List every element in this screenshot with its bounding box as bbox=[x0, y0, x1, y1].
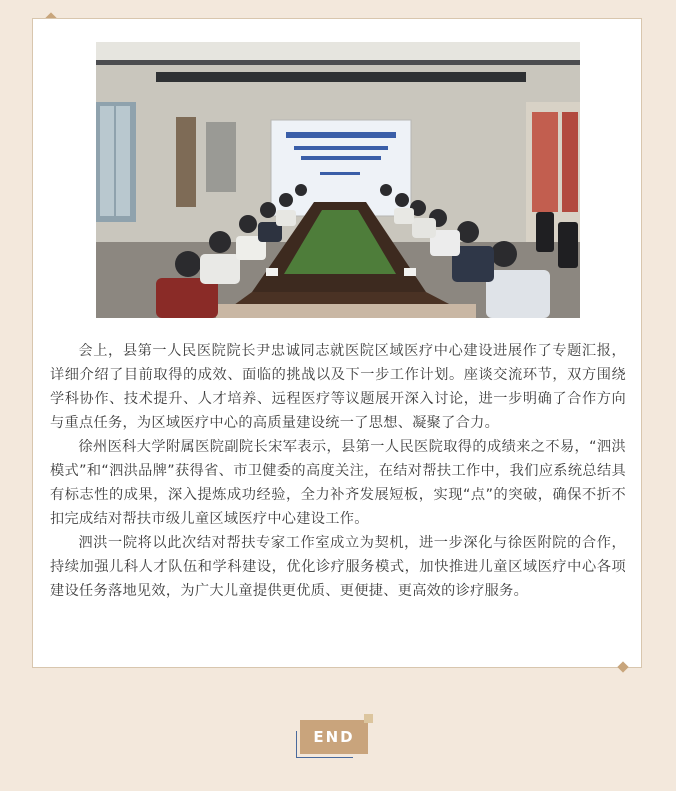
paragraph-1: 会上，县第一人民医院院长尹忠诚同志就医院区域医疗中心建设进展作了专题汇报，详细介绍了目前取得的成效、面临的挑战以及下一步工作计划。座谈交流环节，双方围绕学科协作、技术提升、人才培养、远程医疗等议题展开深入讨论，进一步明确了合作方向与重点任务，为区域医疗中心的高质量建设统一了思想、凝聚了合力。 bbox=[50, 343, 626, 431]
end-marker bbox=[293, 714, 375, 764]
paragraph-3: 泗洪一院将以此次结对帮扶专家工作室成立为契机，进一步深化与徐医附院的合作，持续加强儿科人才队伍和学科建设，优化诊疗服务模式，加快推进儿童区域医疗中心各项建设任务落地见效，为广大儿童提供更优质、更便捷、更高效的诊疗服务。 bbox=[50, 535, 626, 599]
end-label: END bbox=[300, 720, 368, 754]
paragraph-2: 徐州医科大学附属医院副院长宋军表示，县第一人民医院取得的成绩来之不易，“泗洪模式”和“泗洪品牌”获得省、市卫健委的高度关注，在结对帮扶工作中，我们应系统总结具有标志性的成果，深入提炼成功经验，全力补齐发展短板，实现“点”的突破，确保不折不扣完成结对帮扶市级儿童区域医疗中心建设工作。 bbox=[50, 439, 626, 527]
end-marker-corner bbox=[364, 714, 373, 723]
article-card bbox=[32, 18, 642, 668]
article-body bbox=[50, 339, 626, 603]
meeting-photo bbox=[96, 42, 580, 318]
